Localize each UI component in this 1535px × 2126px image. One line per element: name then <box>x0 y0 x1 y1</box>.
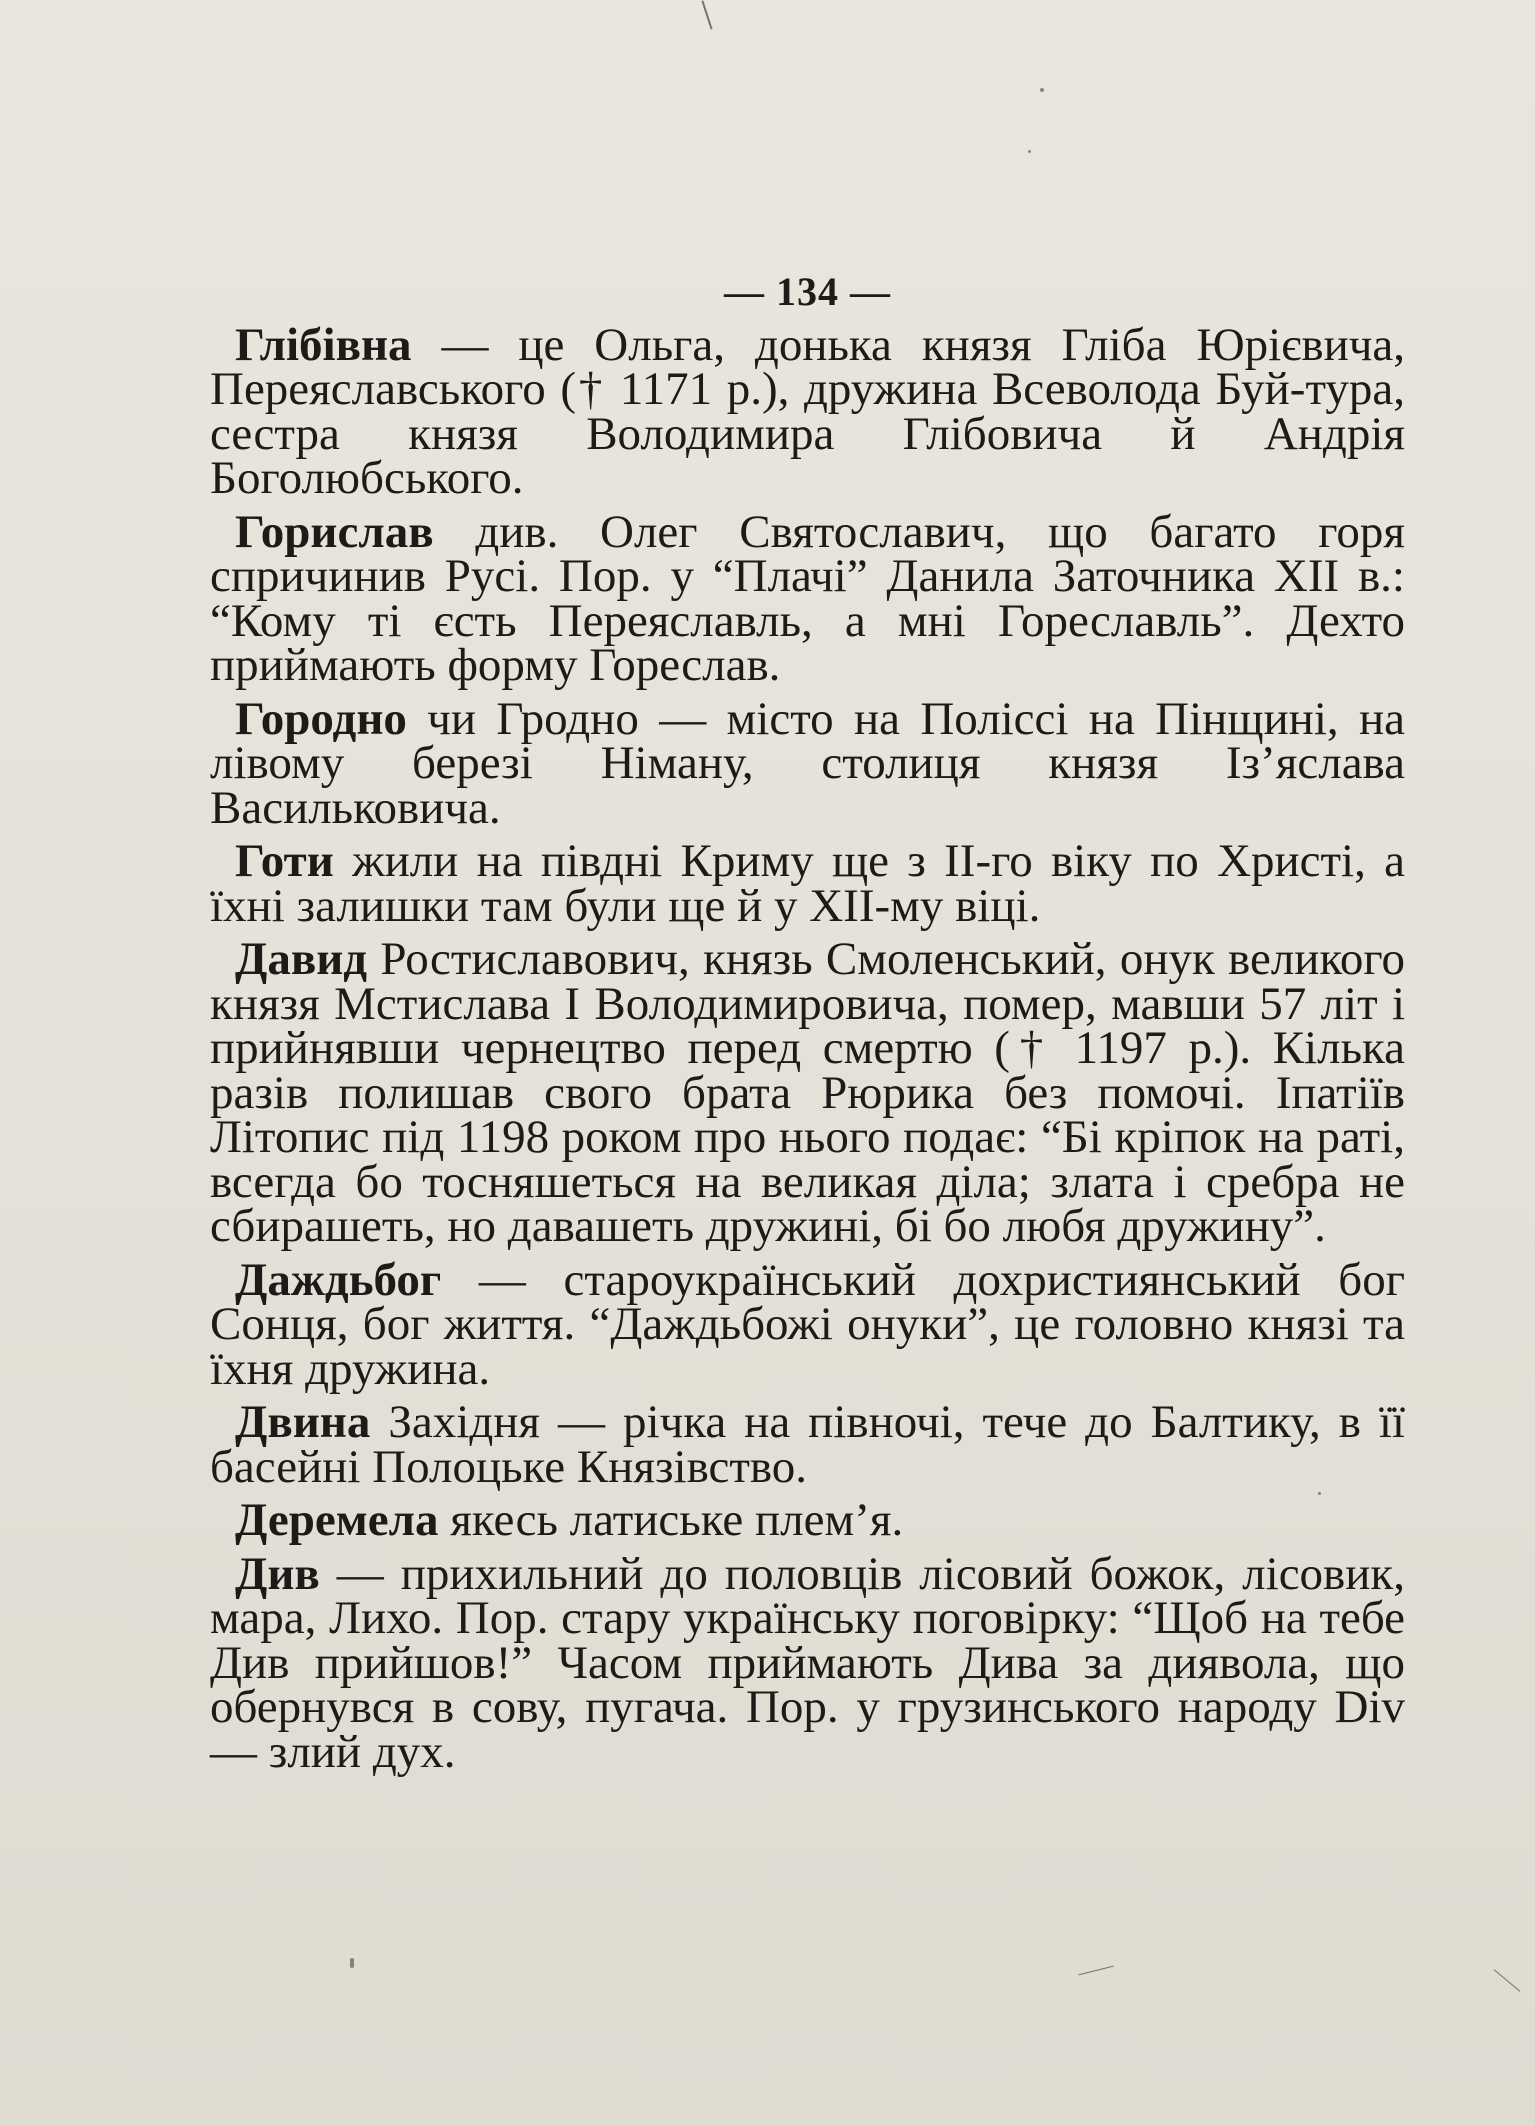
paper-speck <box>1040 88 1044 92</box>
paper-scratch <box>701 0 712 29</box>
page-number: — 134 — <box>724 269 891 314</box>
entry-term: Давид <box>235 933 368 985</box>
page-text <box>210 270 1405 1783</box>
entry-term: Даждьбог <box>235 1253 442 1306</box>
entry-text: див. Олег Святославич, що багато горя спричинив Русі. Пор. у “Плачі” Данила Заточника XII в.: “Кому ті єсть Переяславль, а мні Гореславль”. Дехто приймають форму Гореслав. <box>210 505 1405 691</box>
entry-text: чи Гродно — місто на Поліссі на Пінщині, на лівому березі Німану, столиця князя Ізʼяслава Васильковича. <box>210 692 1405 834</box>
entry-term: Глібівна <box>235 318 412 371</box>
dictionary-entry <box>210 933 1405 1252</box>
dictionary-entry <box>210 318 1405 504</box>
dictionary-entry <box>210 835 1405 932</box>
entry-term: Готи <box>235 835 334 887</box>
entry-text: Західня — річка на півночі, тече до Балтику, в її басейні Полоцьке Князівство. <box>210 1396 1405 1493</box>
entry-term: Двина <box>235 1396 371 1448</box>
entry-text: — прихильний до половців лісовий божок, лісовик, мара, Лихо. Пор. стару українську поговірку: “Щоб на тебе Див прийшов!” Часом приймають Дива за диявола, що обернувся в сову, пугача. Пор. у грузинського народу Div — злий дух. <box>210 1547 1405 1778</box>
entry-text: — староукраїнський дохристиянський бог Сонця, бог життя. “Даждьбожі онуки”, це головно князі та їхня дружина. <box>210 1253 1405 1395</box>
dictionary-entry <box>210 692 1405 834</box>
paper-scratch <box>1078 1966 1113 1976</box>
paper-scratch <box>1494 1969 1521 1992</box>
entry-term: Городно <box>235 692 407 745</box>
dictionary-entry <box>210 1396 1405 1493</box>
entry-text: якесь латиське плем’я. <box>438 1494 904 1546</box>
paper-speck <box>1028 150 1031 153</box>
dictionary-entry <box>210 1494 1405 1546</box>
dictionary-entry <box>210 1253 1405 1395</box>
entry-term: Деремела <box>235 1494 439 1546</box>
entry-term: Див <box>235 1547 320 1600</box>
entry-text: Ростиславович, князь Смоленський, онук великого князя Мстислава I Володимировича, помер, мавши 57 літ і прийнявши чернецтво перед смертю († 1197 р.). Кілька разів полишав свого брата Рюрика без помочі. Іпатіїв Літопис під 1198 роком про нього подає: “Бі кріпок на раті, всегда бо тосняшеться на великая діла; злата і сребра не сбирашеть, но давашеть дружині, бі бо любя дружину”. <box>210 933 1405 1252</box>
dictionary-entry <box>210 1547 1405 1778</box>
paper-speck <box>350 1958 354 1968</box>
entry-text: — це Ольга, донька князя Гліба Юрієвича, Переяславського († 1171 р.), дружина Всеволода Буй-тура, сестра князя Володимира Глібовича й Андрія Боголюбського. <box>210 318 1405 504</box>
dictionary-entry <box>210 505 1405 691</box>
entry-term: Горислав <box>235 505 434 558</box>
entry-text: жили на півдні Криму ще з II-го віку по Христі, а їхні залишки там були ще й у XII-му віці. <box>210 835 1405 932</box>
